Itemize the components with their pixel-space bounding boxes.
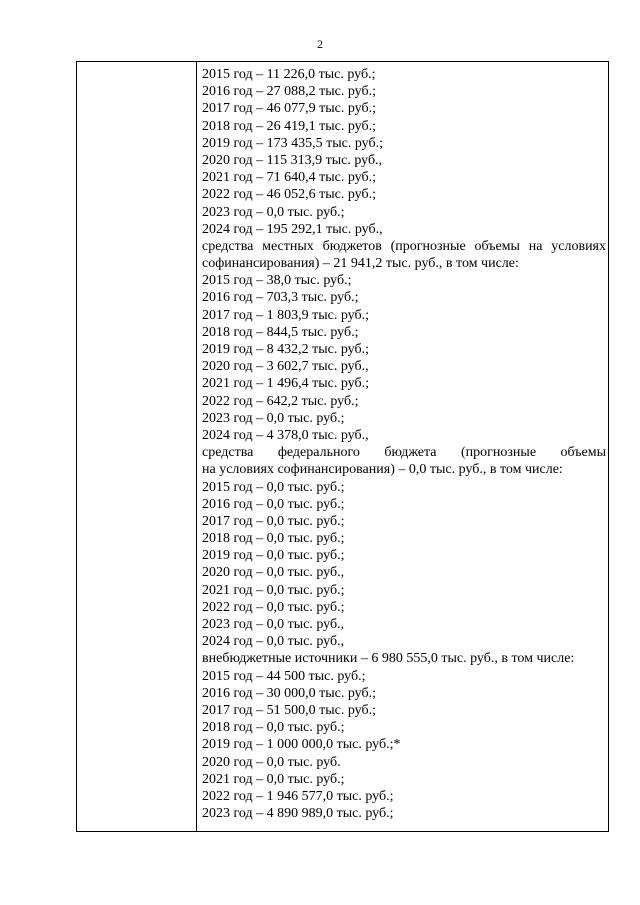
text-line: 2020 год – 0,0 тыс. руб., <box>202 565 345 581</box>
text-line: 2016 год – 703,3 тыс. руб.; <box>202 290 359 306</box>
text-line: 2016 год – 30 000,0 тыс. руб.; <box>202 685 376 701</box>
text-line: 2019 год – 1 000 000,0 тыс. руб.;* <box>202 737 401 753</box>
text-line: софинансирования) – 21 941,2 тыс. руб., в том числе: <box>202 256 519 272</box>
text-line: 2019 год – 173 435,5 тыс. руб.; <box>202 135 383 151</box>
text-line: 2016 год – 27 088,2 тыс. руб.; <box>202 84 376 100</box>
text-line: 2023 год – 0,0 тыс. руб.; <box>202 204 345 220</box>
text-line: 2019 год – 8 432,2 тыс. руб.; <box>202 342 369 357</box>
text-line: 2024 год – 195 292,1 тыс. руб., <box>202 221 383 237</box>
funding-table <box>76 61 609 832</box>
text-line: 2016 год – 0,0 тыс. руб.; <box>202 496 345 512</box>
text-line: 2024 год – 4 378,0 тыс. руб., <box>202 427 369 443</box>
text-line: 2018 год – 0,0 тыс. руб.; <box>202 720 345 736</box>
text-line: 2022 год – 1 946 577,0 тыс. руб.; <box>202 788 394 804</box>
text-line: 2015 год – 44 500 тыс. руб.; <box>202 668 366 684</box>
text-line: 2015 год – 0,0 тыс. руб.; <box>202 479 345 495</box>
text-line: 2022 год – 46 052,6 тыс. руб.; <box>202 187 376 203</box>
text-line: 2021 год – 1 496,4 тыс. руб.; <box>202 376 369 392</box>
text-line: 2018 год – 844,5 тыс. руб.; <box>202 324 359 340</box>
text-line: 2023 год – 4 890 989,0 тыс. руб.; <box>202 806 394 822</box>
text-line: 2018 год – 26 419,1 тыс. руб.; <box>202 118 376 134</box>
text-line: 2021 год – 0,0 тыс. руб.; <box>202 771 345 787</box>
text-line: 2018 год – 0,0 тыс. руб.; <box>202 531 345 547</box>
text-line: 2021 год – 0,0 тыс. руб.; <box>202 582 345 598</box>
table-left-cell <box>77 62 197 831</box>
text-line: 2022 год – 0,0 тыс. руб.; <box>202 599 345 615</box>
page-number: 2 <box>317 37 323 51</box>
text-line: 2022 год – 642,2 тыс. руб.; <box>202 393 359 409</box>
text-line: 2021 год – 71 640,4 тыс. руб.; <box>202 170 376 186</box>
text-line: средства федерального бюджета (прогнозные объемы <box>202 445 606 461</box>
text-line: 2017 год – 51 500,0 тыс. руб.; <box>202 702 376 718</box>
text-line: 2015 год – 11 226,0 тыс. руб.; <box>202 67 376 82</box>
text-line: 2020 год – 3 602,7 тыс. руб., <box>202 359 369 375</box>
table-right-cell <box>202 66 606 822</box>
text-line: 2023 год – 0,0 тыс. руб.; <box>202 410 345 426</box>
text-line: средства местных бюджетов (прогнозные объемы на условиях <box>202 238 606 254</box>
text-line: 2015 год – 38,0 тыс. руб.; <box>202 273 352 289</box>
text-line: 2020 год – 115 313,9 тыс. руб., <box>202 152 383 168</box>
text-line: 2017 год – 46 077,9 тыс. руб.; <box>202 101 376 117</box>
text-line: 2023 год – 0,0 тыс. руб., <box>202 617 345 632</box>
text-line: 2017 год – 1 803,9 тыс. руб.; <box>202 307 369 323</box>
text-line: 2017 год – 0,0 тыс. руб.; <box>202 513 345 529</box>
text-line: внебюджетные источники – 6 980 555,0 тыс. руб., в том числе: <box>202 651 575 667</box>
text-line: 2024 год – 0,0 тыс. руб., <box>202 634 345 650</box>
text-line: 2019 год – 0,0 тыс. руб.; <box>202 548 345 564</box>
text-line: на условиях софинансирования) – 0,0 тыс. руб., в том числе: <box>202 462 563 478</box>
text-line: 2020 год – 0,0 тыс. руб. <box>202 754 341 770</box>
